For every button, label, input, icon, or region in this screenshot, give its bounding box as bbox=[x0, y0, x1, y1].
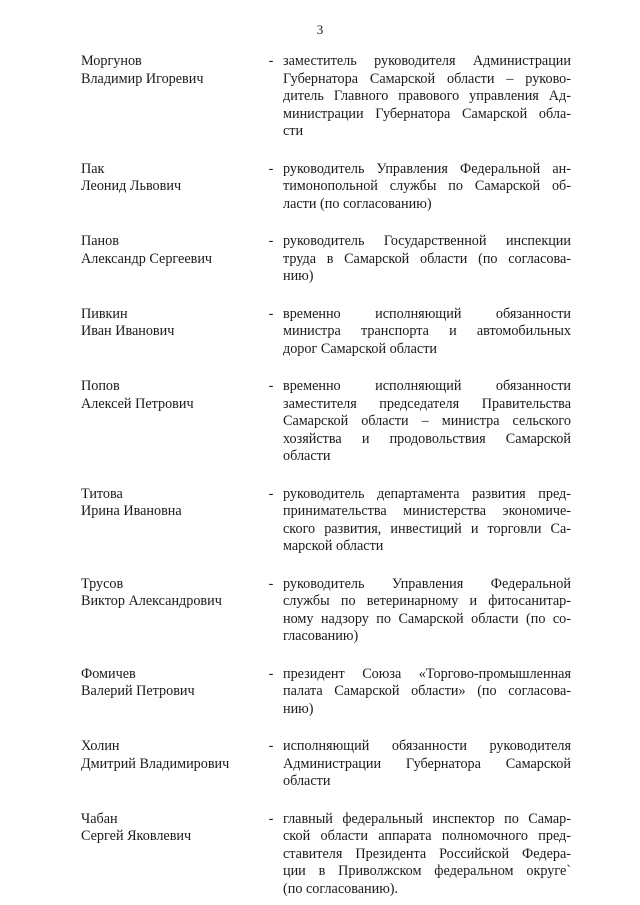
position-description bbox=[283, 486, 571, 556]
role-line: нию) bbox=[283, 268, 314, 284]
role-line: Губернатора Самарской области – руково- bbox=[283, 70, 571, 87]
role-line: области bbox=[283, 448, 331, 464]
page-number: 3 bbox=[316, 22, 324, 37]
surname: Панов bbox=[81, 233, 119, 249]
position-description bbox=[283, 811, 571, 899]
position-description bbox=[283, 576, 571, 646]
surname: Холин bbox=[81, 738, 120, 754]
position-description bbox=[283, 306, 571, 359]
member-list bbox=[81, 53, 571, 898]
role-line: Администрации Губернатора Самарской bbox=[283, 755, 571, 772]
dash-separator: - bbox=[268, 233, 274, 249]
role-line: ского развития, инвестиций и торговли Са- bbox=[283, 520, 571, 537]
role-line: сти bbox=[283, 123, 304, 139]
role-line: ставителя Президента Российской Федера- bbox=[283, 845, 571, 862]
person-name bbox=[81, 486, 259, 521]
given-names: Сергей Яковлевич bbox=[81, 828, 192, 844]
role-line: марской области bbox=[283, 538, 384, 554]
role-line: труда в Самарской области (по согласова- bbox=[283, 250, 571, 267]
role-line: исполняющий обязанности руководителя bbox=[283, 738, 571, 754]
role-line: службы по ветеринарному и фитосанитар- bbox=[283, 593, 571, 609]
dash-separator: - bbox=[268, 305, 274, 322]
role-line: временно исполняющий обязанности bbox=[283, 305, 571, 322]
given-names: Валерий Петрович bbox=[81, 683, 195, 699]
role-line: временно исполняющий обязанности bbox=[283, 378, 571, 394]
list-item bbox=[81, 378, 571, 466]
role-line: руководитель департамента развития пред- bbox=[283, 485, 571, 502]
person-name bbox=[81, 161, 259, 196]
dash-separator: - bbox=[268, 665, 274, 682]
position-description bbox=[283, 53, 571, 141]
person-name bbox=[81, 378, 259, 413]
dash-separator: - bbox=[268, 53, 274, 69]
person-name bbox=[81, 306, 259, 341]
list-item bbox=[81, 161, 571, 214]
dash-separator: - bbox=[268, 738, 274, 754]
given-names: Ирина Ивановна bbox=[81, 503, 182, 519]
person-name bbox=[81, 576, 259, 611]
role-line: министра транспорта и автомобильных bbox=[283, 323, 571, 339]
given-names: Дмитрий Владимирович bbox=[81, 755, 230, 772]
list-item bbox=[81, 811, 571, 899]
surname: Трусов bbox=[81, 575, 124, 592]
role-line: президент Союза «Торгово-промышленная bbox=[283, 665, 571, 682]
role-line: министрации Губернатора Самарской обла- bbox=[283, 105, 571, 122]
position-description bbox=[283, 378, 571, 466]
position-description bbox=[283, 666, 571, 719]
role-line: руководитель Государственной инспекции bbox=[283, 233, 571, 249]
role-line: области bbox=[283, 773, 331, 789]
list-item bbox=[81, 53, 571, 141]
list-item bbox=[81, 738, 571, 791]
position-description bbox=[283, 161, 571, 214]
role-line: палата Самарской области» (по согласова- bbox=[283, 683, 571, 699]
role-line: (по согласованию). bbox=[283, 880, 399, 897]
person-name bbox=[81, 666, 259, 701]
surname: Чабан bbox=[81, 810, 118, 827]
surname: Моргунов bbox=[81, 53, 142, 69]
role-line: ласти (по согласованию) bbox=[283, 195, 432, 212]
surname: Пак bbox=[81, 160, 105, 177]
dash-separator: - bbox=[268, 575, 274, 592]
role-line: дорог Самарской области bbox=[283, 340, 438, 357]
dash-separator: - bbox=[268, 160, 274, 177]
role-line: нию) bbox=[283, 700, 314, 717]
role-line: ному надзору по Самарской области (по со- bbox=[283, 610, 571, 627]
position-description bbox=[283, 233, 571, 286]
list-item bbox=[81, 666, 571, 719]
list-item bbox=[81, 576, 571, 646]
person-name bbox=[81, 811, 259, 846]
role-line: хозяйства и продовольствия Самарской bbox=[283, 430, 571, 447]
given-names: Леонид Львович bbox=[81, 178, 182, 194]
surname: Попов bbox=[81, 378, 120, 394]
list-item bbox=[81, 306, 571, 359]
surname: Пивкин bbox=[81, 305, 128, 322]
list-item bbox=[81, 233, 571, 286]
role-line: руководитель Управления Федеральной bbox=[283, 575, 571, 592]
role-line: тимонопольной службы по Самарской об- bbox=[283, 178, 571, 194]
role-line: главный федеральный инспектор по Самар- bbox=[283, 810, 571, 827]
role-line: дитель Главного правового управления Ад- bbox=[283, 88, 571, 104]
dash-separator: - bbox=[268, 485, 274, 502]
role-line: ской области аппарата полномочного пред- bbox=[283, 828, 571, 844]
position-description bbox=[283, 738, 571, 791]
given-names: Виктор Александрович bbox=[81, 593, 222, 609]
given-names: Иван Иванович bbox=[81, 323, 175, 339]
person-name bbox=[81, 233, 259, 268]
surname: Титова bbox=[81, 485, 123, 502]
role-line: руководитель Управления Федеральной ан- bbox=[283, 160, 571, 177]
role-line: принимательства министерства экономиче- bbox=[283, 503, 571, 519]
given-names: Владимир Игоревич bbox=[81, 70, 204, 87]
given-names: Александр Сергеевич bbox=[81, 250, 213, 267]
person-name bbox=[81, 738, 259, 773]
role-line: Самарской области – министра сельского bbox=[283, 413, 571, 429]
role-line: заместителя председателя Правительства bbox=[283, 395, 571, 412]
list-item bbox=[81, 486, 571, 556]
role-line: гласованию) bbox=[283, 628, 359, 644]
dash-separator: - bbox=[268, 378, 274, 394]
role-line: заместитель руководителя Администрации bbox=[283, 53, 571, 69]
dash-separator: - bbox=[268, 810, 274, 827]
surname: Фомичев bbox=[81, 665, 136, 682]
person-name bbox=[81, 53, 259, 88]
given-names: Алексей Петрович bbox=[81, 395, 194, 412]
role-line: ции в Приволжском федеральном округе` bbox=[283, 863, 571, 879]
